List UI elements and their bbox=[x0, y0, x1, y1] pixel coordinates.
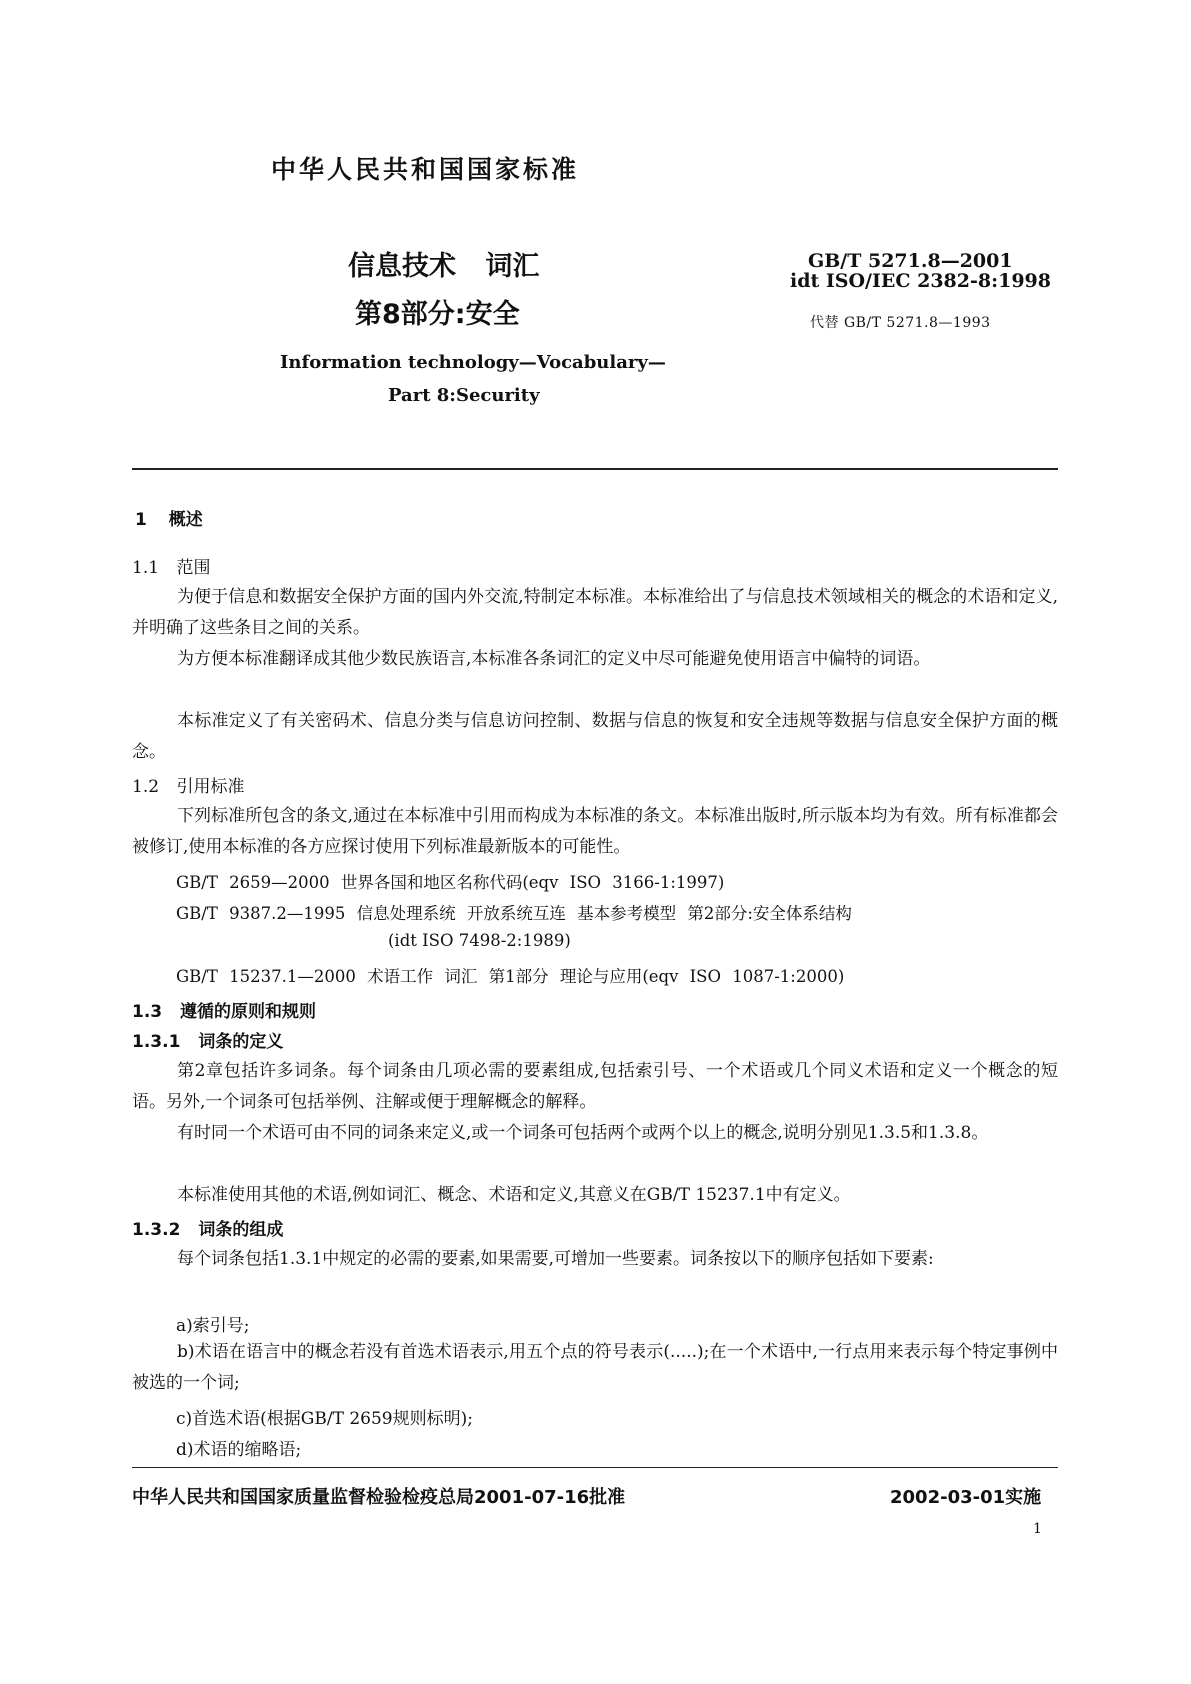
section-heading-1-2: 1.2 引用标准 bbox=[132, 777, 245, 797]
section-heading-1-3-1: 1.3.1 词条的定义 bbox=[132, 1032, 284, 1052]
standard-number: GB/T 5271.8—2001 bbox=[808, 250, 1013, 272]
reference-item: GB/T 15237.1—2000 术语工作 词汇 第1部分 理论与应用(eqv ISO 1087-1:2000) bbox=[176, 967, 845, 986]
section-heading-1-3: 1.3 遵循的原则和规则 bbox=[132, 1002, 317, 1022]
reference-item-continuation: (idt ISO 7498-2:1989) bbox=[388, 931, 571, 950]
standard-replaces: 代替 GB/T 5271.8—1993 bbox=[810, 315, 991, 331]
reference-item: GB/T 9387.2—1995 信息处理系统 开放系统互连 基本参考模型 第2部分:安全体系结构 bbox=[176, 904, 852, 923]
reference-item: GB/T 2659—2000 世界各国和地区名称代码(eqv ISO 3166-1:1997) bbox=[176, 873, 725, 892]
page-number: 1 bbox=[1033, 1521, 1042, 1537]
title-en-line2: Part 8:Security bbox=[388, 385, 540, 406]
paragraph-references: 下列标准所包含的条文,通过在本标准中引用而构成为本标准的条文。本标准出版时,所示版本均为有效。所有标准都会被修订,使用本标准的各方应探讨使用下列标准最新版本的可能性。 bbox=[132, 806, 1058, 857]
implementation-date: 2002-03-01实施 bbox=[890, 1487, 1042, 1508]
list-item: a)索引号; bbox=[176, 1316, 250, 1336]
footer-divider bbox=[132, 1467, 1058, 1468]
national-standard-heading: 中华人民共和国国家标准 bbox=[271, 155, 580, 184]
paragraph-scope-1: 为便于信息和数据安全保护方面的国内外交流,特制定本标准。本标准给出了与信息技术领域相关的概念的术语和定义,并明确了这些条目之间的关系。 bbox=[132, 587, 1058, 638]
list-item: c)首选术语(根据GB/T 2659规则标明); bbox=[176, 1409, 473, 1429]
section-heading-1: 1 概述 bbox=[135, 510, 203, 530]
list-item: d)术语的缩略语; bbox=[176, 1440, 302, 1460]
paragraph-entry-definition-2: 有时同一个术语可由不同的词条来定义,或一个词条可包括两个或两个以上的概念,说明分别见1.3.5和1.3.8。 bbox=[177, 1123, 989, 1143]
list-item: b)术语在语言中的概念若没有首选术语表示,用五个点的符号表示(.....);在一个术语中,一行点用来表示每个特定事例中被选的一个词; bbox=[132, 1342, 1058, 1393]
paragraph-scope-3: 本标准定义了有关密码术、信息分类与信息访问控制、数据与信息的恢复和安全违规等数据与信息安全保护方面的概念。 bbox=[132, 711, 1058, 762]
standard-idt: idt ISO/IEC 2382-8:1998 bbox=[790, 270, 1051, 292]
paragraph-entry-definition-3: 本标准使用其他的术语,例如词汇、概念、术语和定义,其意义在GB/T 15237.1中有定义。 bbox=[177, 1185, 851, 1205]
header-divider bbox=[132, 468, 1058, 470]
title-cn-line2: 第8部分:安全 bbox=[355, 299, 520, 330]
section-heading-1-3-2: 1.3.2 词条的组成 bbox=[132, 1220, 284, 1240]
title-en-line1: Information technology—Vocabulary— bbox=[280, 352, 666, 373]
paragraph-entry-definition-1: 第2章包括许多词条。每个词条由几项必需的要素组成,包括索引号、一个术语或几个同义术语和定义一个概念的短语。另外,一个词条可包括举例、注解或便于理解概念的解释。 bbox=[132, 1061, 1058, 1112]
paragraph-scope-2: 为方便本标准翻译成其他少数民族语言,本标准各条词汇的定义中尽可能避免使用语言中偏特的词语。 bbox=[177, 649, 931, 669]
approval-authority: 中华人民共和国国家质量监督检验检疫总局2001-07-16批准 bbox=[132, 1487, 626, 1508]
section-heading-1-1: 1.1 范围 bbox=[132, 558, 211, 578]
title-cn-line1: 信息技术 词汇 bbox=[348, 251, 540, 282]
paragraph-entry-composition: 每个词条包括1.3.1中规定的必需的要素,如果需要,可增加一些要素。词条按以下的顺序包括如下要素: bbox=[177, 1249, 934, 1269]
